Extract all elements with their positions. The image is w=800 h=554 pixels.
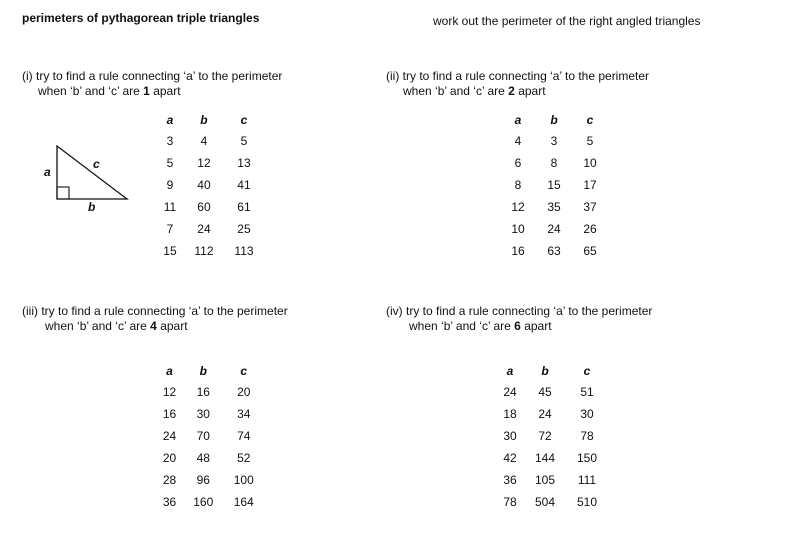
table-row	[500, 240, 608, 262]
table-row	[156, 469, 264, 491]
section-3-gap: 4	[150, 319, 157, 333]
table-row	[500, 174, 608, 196]
table-cell-b: 24	[197, 222, 211, 236]
section-1-gap: 1	[143, 84, 150, 98]
section-3-table	[156, 361, 264, 513]
table-cell-c: 150	[576, 451, 597, 465]
table-cell-b: 4	[200, 134, 208, 148]
table-cell-a: 6	[514, 156, 522, 170]
table-cell-c: 100	[233, 473, 254, 487]
section-1-rows	[156, 130, 264, 262]
table-cell-b: 48	[196, 451, 210, 465]
table-header-row	[156, 110, 264, 130]
table-cell-b: 40	[197, 178, 211, 192]
section-2-question: try to find a rule connecting ‘a’ to the perimeter	[402, 69, 650, 83]
table-cell-a: 24	[162, 429, 177, 443]
table-cell-a: 20	[162, 451, 177, 465]
table-row	[156, 403, 264, 425]
table-cell-c: 510	[576, 495, 597, 509]
table-cell-c: 5	[586, 134, 594, 148]
table-cell-b: 105	[534, 473, 555, 487]
section-3-condition: when ‘b’ and ‘c’ are 4 apart	[45, 319, 188, 333]
table-header-row	[500, 110, 608, 130]
section-4-numeral: (iv)	[386, 304, 403, 318]
column-header-a: a	[506, 364, 514, 378]
table-cell-b: 30	[196, 407, 210, 421]
table-row	[496, 491, 608, 513]
table-cell-a: 36	[162, 495, 177, 509]
table-cell-b: 72	[538, 429, 552, 443]
table-cell-c: 5	[240, 134, 248, 148]
table-cell-b: 160	[193, 495, 214, 509]
table-cell-c: 113	[234, 244, 254, 258]
table-cell-b: 60	[197, 200, 211, 214]
section-2-table	[500, 110, 608, 262]
table-cell-b: 96	[196, 473, 210, 487]
column-header-a: a	[166, 364, 173, 378]
table-cell-a: 12	[511, 200, 525, 214]
instruction-text: work out the perimeter of the right angled triangles	[433, 14, 701, 28]
table-cell-a: 24	[503, 385, 517, 399]
section-1-question: try to find a rule connecting ‘a’ to the perimeter	[36, 69, 283, 83]
table-row	[156, 381, 264, 403]
table-cell-c: 78	[580, 429, 594, 443]
table-row	[500, 218, 608, 240]
table-row	[500, 130, 608, 152]
table-row	[496, 381, 608, 403]
table-cell-a: 12	[162, 385, 177, 399]
table-row	[156, 218, 264, 240]
section-4-table	[496, 361, 608, 513]
table-cell-b: 70	[196, 429, 210, 443]
table-cell-b: 16	[196, 385, 210, 399]
table-cell-a: 30	[503, 429, 517, 443]
table-cell-a: 18	[503, 407, 517, 421]
table-cell-c: 37	[583, 200, 597, 214]
table-header-row	[156, 361, 264, 381]
column-header-a: a	[514, 113, 522, 127]
table-cell-b: 8	[550, 156, 558, 170]
table-row	[156, 425, 264, 447]
triangle-outline	[57, 146, 127, 199]
column-header-b: b	[199, 364, 207, 378]
column-header-c: c	[586, 113, 594, 127]
table-cell-c: 41	[237, 178, 251, 192]
table-row	[500, 196, 608, 218]
table-cell-c: 65	[583, 244, 597, 258]
table-cell-c: 74	[237, 429, 251, 443]
table-cell-b: 45	[538, 385, 552, 399]
table-cell-c: 20	[237, 385, 251, 399]
table-cell-b: 63	[547, 244, 561, 258]
column-header-b: b	[200, 113, 208, 127]
triangle-label-b: b	[88, 200, 96, 214]
table-cell-c: 111	[577, 473, 597, 487]
triangle-label-c: c	[93, 157, 100, 171]
table-cell-a: 11	[163, 200, 177, 214]
column-header-a: a	[166, 113, 174, 127]
table-row	[496, 469, 608, 491]
table-cell-a: 15	[163, 244, 177, 258]
table-cell-b: 35	[547, 200, 561, 214]
table-cell-a: 9	[166, 178, 174, 192]
section-3-question: try to find a rule connecting ‘a’ to the perimeter	[41, 304, 288, 318]
table-cell-c: 26	[583, 222, 597, 236]
table-row	[156, 130, 264, 152]
table-cell-c: 17	[583, 178, 597, 192]
table-cell-a: 28	[162, 473, 177, 487]
table-cell-b: 112	[194, 244, 214, 258]
table-cell-c: 13	[237, 156, 251, 170]
table-cell-b: 504	[534, 495, 555, 509]
column-header-c: c	[240, 113, 248, 127]
column-header-c: c	[240, 364, 248, 378]
section-4-gap: 6	[514, 319, 521, 333]
section-2-rows	[500, 130, 608, 262]
section-2-condition: when ‘b’ and ‘c’ are 2 apart	[403, 84, 546, 98]
section-4-question: try to find a rule connecting ‘a’ to the perimeter	[406, 304, 653, 318]
table-cell-a: 8	[514, 178, 522, 192]
table-cell-c: 51	[580, 385, 594, 399]
table-cell-b: 144	[534, 451, 555, 465]
table-row	[156, 491, 264, 513]
table-cell-a: 10	[511, 222, 525, 236]
section-4-condition: when ‘b’ and ‘c’ are 6 apart	[409, 319, 552, 333]
table-row	[156, 447, 264, 469]
section-3-prompt	[22, 304, 288, 334]
column-header-c: c	[583, 364, 591, 378]
section-1-prompt	[22, 69, 282, 99]
section-1-numeral: (i)	[22, 69, 33, 83]
table-cell-a: 36	[503, 473, 517, 487]
table-row	[496, 447, 608, 469]
page-title: perimeters of pythagorean triple triangles	[22, 11, 260, 25]
table-row	[156, 174, 264, 196]
section-1-table	[156, 110, 264, 262]
table-cell-c: 34	[237, 407, 251, 421]
table-cell-b: 15	[547, 178, 561, 192]
table-cell-a: 78	[503, 495, 517, 509]
table-cell-a: 7	[166, 222, 174, 236]
right-angle-marker	[57, 187, 69, 199]
table-cell-a: 16	[162, 407, 177, 421]
section-2-numeral: (ii)	[386, 69, 400, 83]
table-cell-b: 12	[197, 156, 211, 170]
table-cell-c: 25	[237, 222, 251, 236]
table-cell-b: 24	[547, 222, 561, 236]
table-cell-c: 52	[237, 451, 251, 465]
section-2-prompt	[386, 69, 649, 99]
column-header-b: b	[550, 113, 558, 127]
section-4-rows	[496, 381, 608, 513]
table-cell-c: 61	[237, 200, 251, 214]
table-cell-a: 3	[166, 134, 174, 148]
section-2-gap: 2	[508, 84, 515, 98]
table-cell-c: 10	[583, 156, 597, 170]
column-header-b: b	[541, 364, 549, 378]
table-row	[156, 196, 264, 218]
table-cell-c: 30	[580, 407, 594, 421]
table-row	[156, 152, 264, 174]
table-cell-b: 3	[550, 134, 558, 148]
section-1-condition: when ‘b’ and ‘c’ are 1 apart	[38, 84, 181, 98]
table-cell-a: 42	[503, 451, 517, 465]
table-row	[500, 152, 608, 174]
section-3-numeral: (iii)	[22, 304, 38, 318]
section-3-rows	[156, 381, 264, 513]
right-triangle-diagram	[50, 142, 132, 204]
triangle-label-a: a	[44, 165, 51, 179]
table-header-row	[496, 361, 608, 381]
table-cell-a: 5	[166, 156, 174, 170]
table-cell-c: 164	[233, 495, 254, 509]
table-row	[496, 403, 608, 425]
table-row	[156, 240, 264, 262]
table-cell-a: 16	[511, 244, 525, 258]
table-cell-b: 24	[538, 407, 552, 421]
table-row	[496, 425, 608, 447]
table-cell-a: 4	[514, 134, 522, 148]
section-4-prompt	[386, 304, 652, 334]
